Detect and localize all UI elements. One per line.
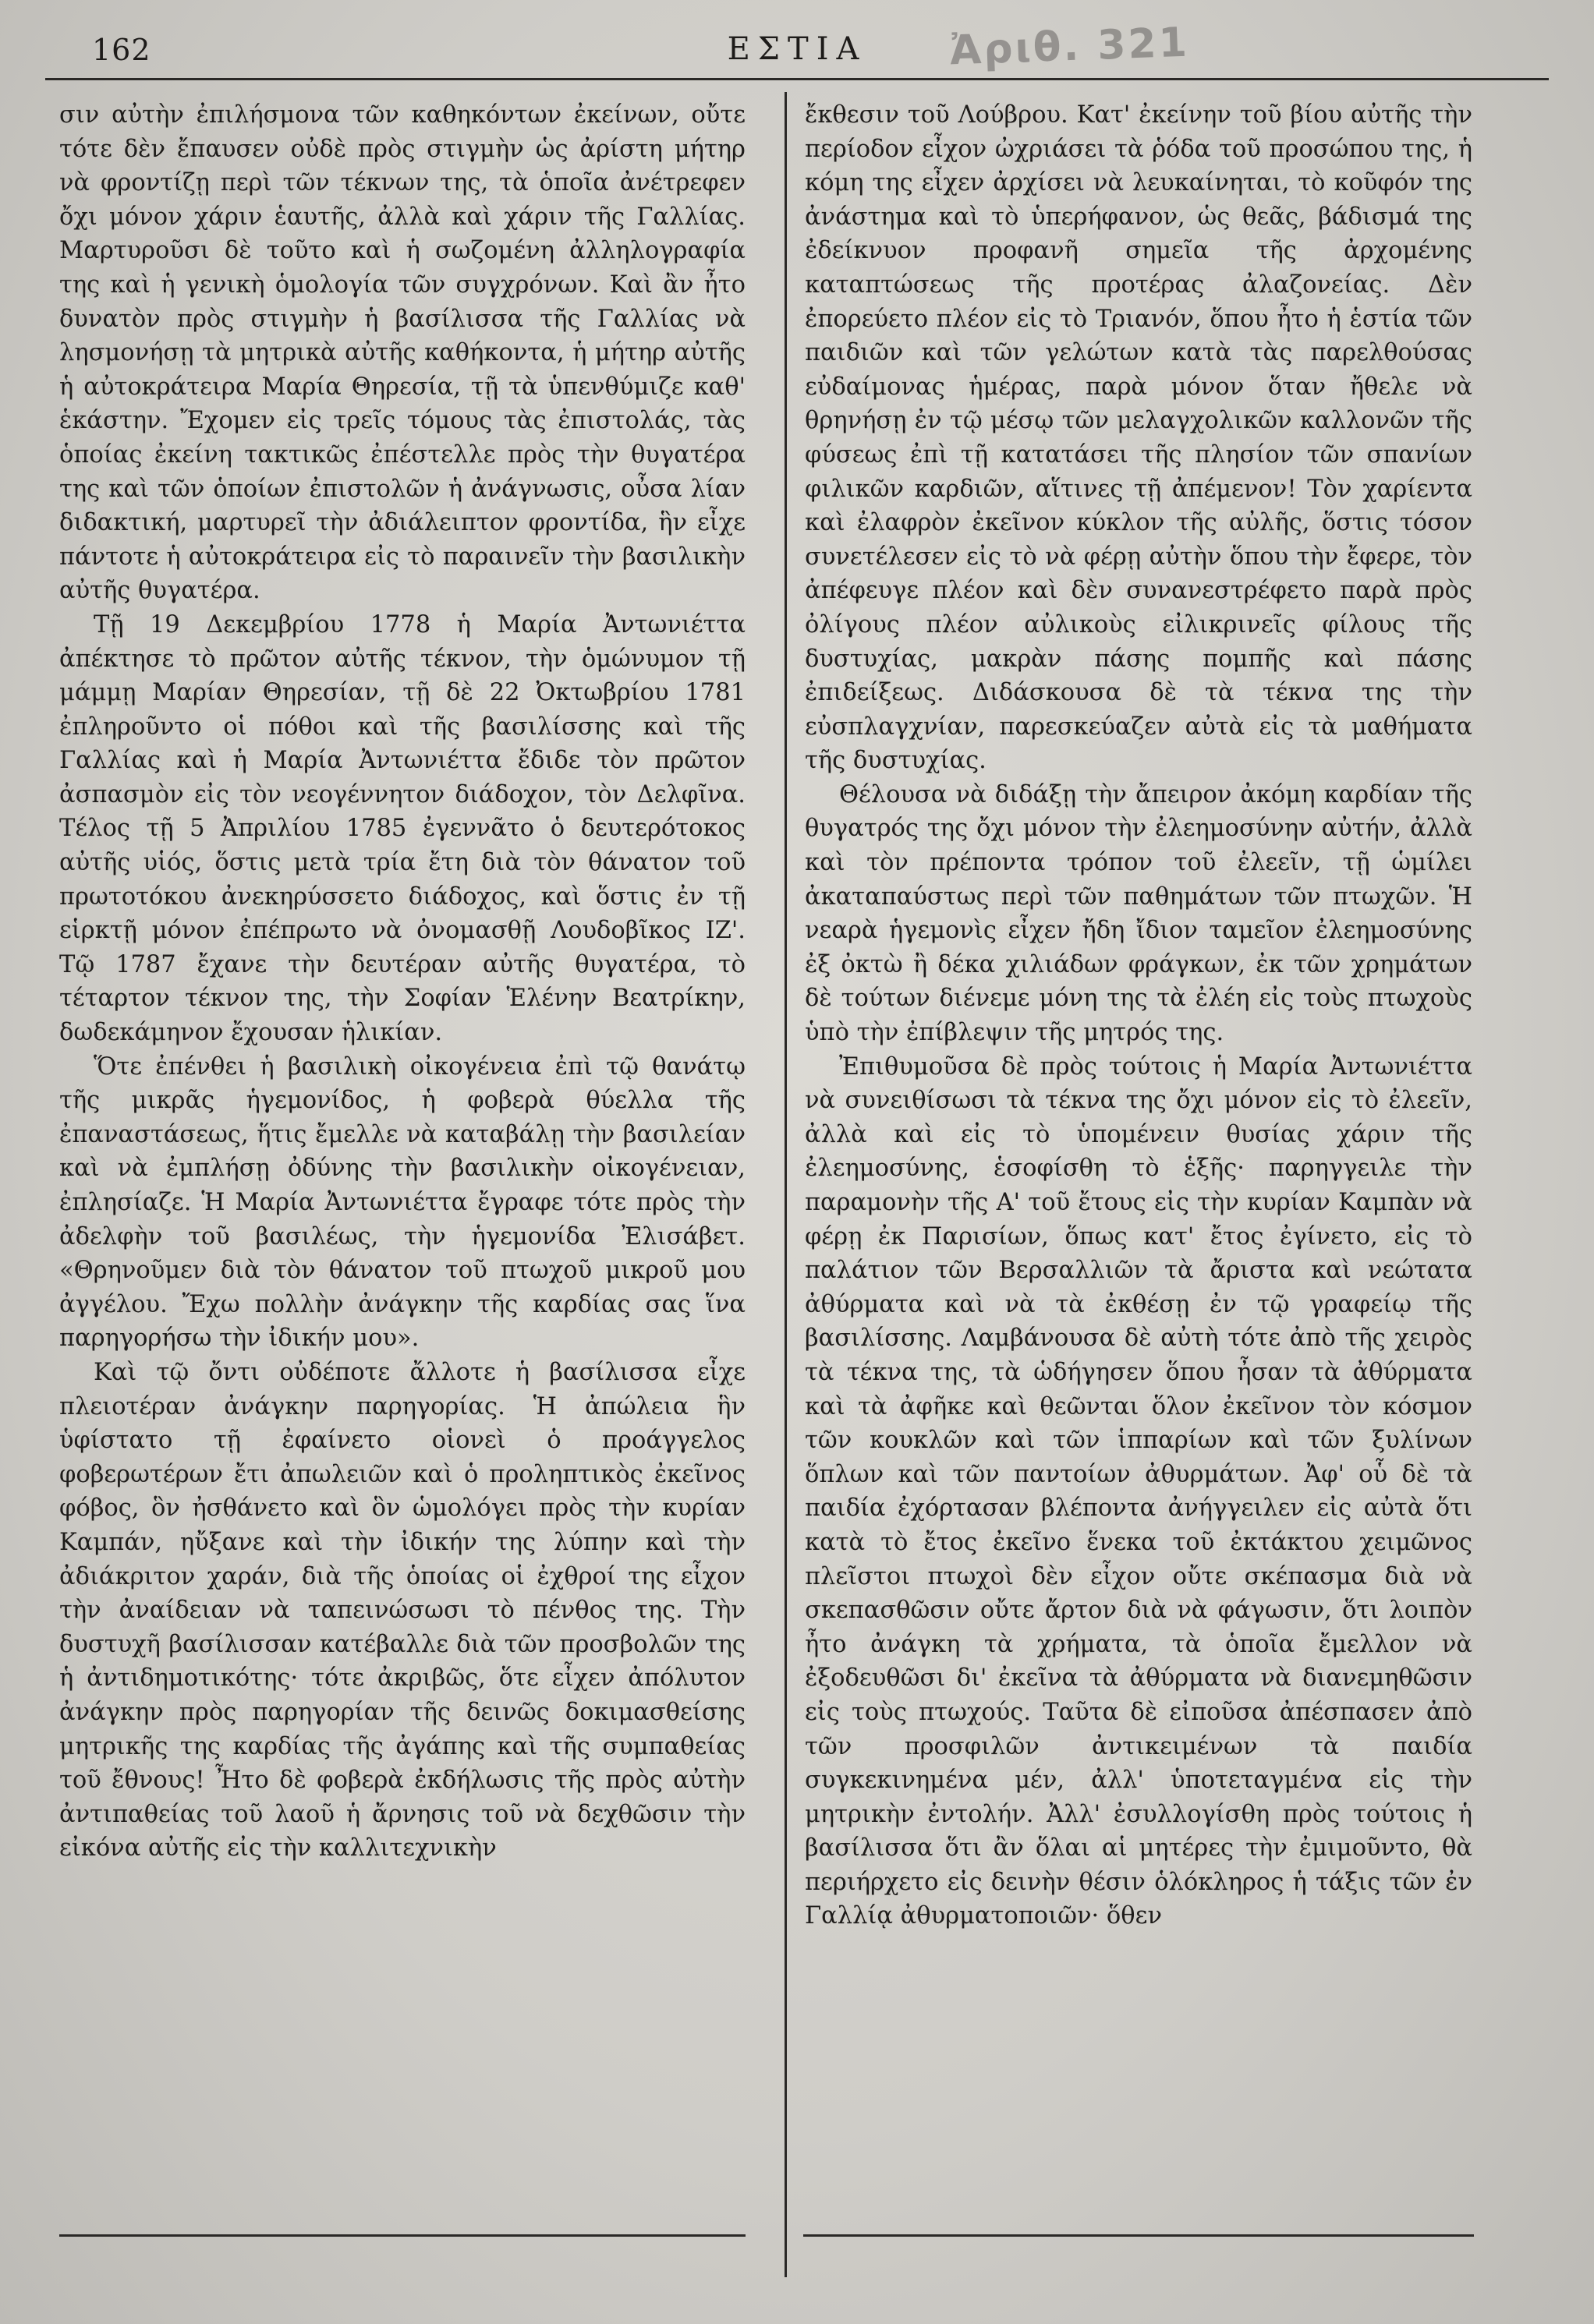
paragraph: Καὶ τῷ ὄντι οὐδέποτε ἄλλοτε ἡ βασίλισσα εἶχε πλειοτέραν ἀνάγκην παρηγορίας. Ἡ ἀπώλεια ἣν ὑφίστατο τῇ ἐφαίνετο οἱονεὶ ὁ προάγγελος φοβερωτέρων ἔτι ἀπωλειῶν καὶ ὁ προληπτικὸς ἐκεῖνος φόβος, ὃν ἠσθάνετο καὶ ὃν ὡμολόγει πρὸς τὴν κυρίαν Καμπάν, ηὔξανε καὶ τὴν ἰδικήν της λύπην καὶ τὴν ἀδιάκριτον χαράν, διὰ τῆς ὁποίας οἱ ἐχθροί της εἶχον τὴν ἀναίδειαν νὰ ταπεινώσωσι τὸ πένθος της. Τὴν δυστυχῆ βασίλισσαν κατέβαλλε διὰ τῶν προσβολῶν της ἡ ἀντιδημοτικότης· τότε ἀκριβῶς, ὅτε εἶχεν ἀπόλυτον ἀνάγκην πρὸς παρηγορίαν τῆς δεινῶς δοκιμασθείσης μητρικῆς της καρδίας τῆς ἀγάπης καὶ τῆς συμπαθείας τοῦ ἔθνους! Ἦτο δὲ φοβερὰ ἐκδήλωσις τῆς πρὸς αὐτὴν ἀντιπαθείας τοῦ λαοῦ ἡ ἄρνησις τοῦ νὰ δεχθῶσιν τὴν εἰκόνα αὐτῆς εἰς τὴν καλλιτεχνικὴν (59, 1358, 746, 1862)
paragraph: ἔκθεσιν τοῦ Λούβρου. Κατ' ἐκείνην τοῦ βίου αὐτῆς τὴν περίοδον εἶχον ὠχριάσει τὰ ῥόδα τοῦ προσώπου της, ἡ κόμη της εἶχεν ἀρχίσει νὰ λευκαίνηται, τὸ κοῦφόν της ἀνάστημα καὶ τὸ ὑπερήφανον, ὡς θεᾶς, βάδισμά της ἐδείκνυον προφανῆ σημεῖα τῆς ἀρχομένης καταπτώσεως τῆς προτέρας ἀλαζονείας. Δὲν ἐπορεύετο πλέον εἰς τὸ Τριανόν, ὅπου ἦτο ἡ ἑστία τῶν παιδιῶν καὶ τῶν γελώτων κατὰ τὰς παρελθούσας εὐδαίμονας ἡμέρας, παρὰ μόνον ὅταν ἤθελε νὰ θρηνήσῃ ἐν τῷ μέσῳ τῶν μελαγχολικῶν καλλονῶν τῆς φύσεως ἐπὶ τῇ κατατάσει τῆς πλησίον τῶν σπανίων φιλικῶν καρδιῶν, αἵτινες τῇ ἀπέμενον! Τὸν χαρίεντα καὶ ἐλαφρὸν ἐκεῖνον κύκλον τῆς αὐλῆς, ὅστις τόσον συνετέλεσεν εἰς τὸ νὰ φέρῃ αὐτὴν ὅπου τὴν ἔφερε, τὸν ἀπέφευγε πλέον καὶ δὲν συνανεστρέφετο παρὰ πρὸς ὀλίγους πλέον αὐλικοὺς εἰλικρινεῖς φίλους τῆς δυστυχίας, μακρὰν πάσης πομπῆς καὶ πάσης ἐπιδείξεως. Διδάσκουσα δὲ τὰ τέκνα της τὴν εὐσπλαγχνίαν, παρεσκεύαζεν αὐτὰ εἰς τὰ μαθήματα τῆς δυστυχίας. (805, 101, 1472, 775)
running-title: ΕΣΤΙΑ (727, 31, 867, 67)
bottom-rule-left (59, 2234, 746, 2237)
issue-stamp: Ἀριθ. 321 (949, 19, 1190, 75)
paragraph: Ὅτε ἐπένθει ἡ βασιλικὴ οἰκογένεια ἐπὶ τῷ θανάτῳ τῆς μικρᾶς ἡγεμονίδος, ἡ φοβερὰ θύελλα τῆς ἐπαναστάσεως, ἥτις ἔμελλε νὰ καταβάλῃ τὴν βασιλείαν καὶ νὰ ἐμπλήσῃ ὀδύνης τὴν βασιλικὴν οἰκογένειαν, ἐπλησίαζε. Ἡ Μαρία Ἀντωνιέττα ἔγραφε τότε πρὸς τὴν ἀδελφὴν τοῦ βασιλέως, τὴν ἡγεμονίδα Ἐλισάβετ. «Θρηνοῦμεν διὰ τὸν θάνατον τοῦ πτωχοῦ μικροῦ μου ἀγγέλου. Ἔχω πολλὴν ἀνάγκην τῆς καρδίας σας ἵνα παρηγορήσω τὴν ἰδικήν μου». (59, 1052, 746, 1353)
paragraph: Τῇ 19 Δεκεμβρίου 1778 ἡ Μαρία Ἀντωνιέττα ἀπέκτησε τὸ πρῶτον αὐτῆς τέκνον, τὴν ὁμώνυμον τῇ μάμμῃ Μαρίαν Θηρεσίαν, τῇ δὲ 22 Ὀκτωβρίου 1781 ἐπληροῦντο οἱ πόθοι καὶ τῆς βασιλίσσης καὶ τῆς Γαλλίας καὶ ἡ Μαρία Ἀντωνιέττα ἔδιδε τὸν πρῶτον ἀσπασμὸν εἰς τὸν νεογέννητον διάδοχον, τὸν Δελφῖνα. Τέλος τῇ 5 Ἀπριλίου 1785 ἐγεννᾶτο ὁ δευτερότοκος αὐτῆς υἱός, ὅστις μετὰ τρία ἔτη διὰ τὸν θάνατον τοῦ πρωτοτόκου ἀνεκηρύσσετο διάδοχος, καὶ ὅστις ἐν τῇ εἱρκτῇ μόνον ἐπέπρωτο νὰ ὀνομασθῇ Λουδοβῖκος ΙΖ'. Τῷ 1787 ἔχανε τὴν δευτέραν αὐτῆς θυγατέρα, τὸ τέταρτον τέκνον της, τὴν Σοφίαν Ἑλένην Βεατρίκην, δωδεκάμηνον ἔχουσαν ἡλικίαν. (59, 610, 746, 1047)
left-column (59, 98, 746, 2266)
page-header (45, 19, 1549, 80)
page-number: 162 (92, 33, 151, 67)
bottom-rule-right (803, 2234, 1474, 2237)
paragraph: Ἐπιθυμοῦσα δὲ πρὸς τούτοις ἡ Μαρία Ἀντωνιέττα νὰ συνειθίσωσι τὰ τέκνα της ὄχι μόνον εἰς τὸ ἐλεεῖν, ἀλλὰ καὶ εἰς τὸ ὑπομένειν θυσίας χάριν τῆς ἐλεημοσύνης, ἑσοφίσθη τὸ ἑξῆς· παρηγγειλε τὴν παραμονὴν τῆς Α' τοῦ ἔτους εἰς τὴν κυρίαν Καμπὰν νὰ φέρῃ ἐκ Παρισίων, ὅπως κατ' ἔτος ἐγίνετο, εἰς τὸ παλάτιον τῶν Βερσαλλιῶν τὰ ἄριστα καὶ νεώτατα ἀθύρματα καὶ νὰ τὰ ἐκθέσῃ ἐν τῷ γραφείῳ τῆς βασιλίσσης. Λαμβάνουσα δὲ αὐτὴ τότε ἀπὸ τῆς χειρὸς τὰ τέκνα της, τὰ ὡδήγησεν ὅπου ἦσαν τὰ ἀθύρματα καὶ τὰ ἀφῆκε καὶ θεῶνται ὅλον ἐκεῖνον τὸν κόσμον τῶν κουκλῶν καὶ τῶν ἱππαρίων καὶ τῶν ξυλίνων ὅπλων καὶ τῶν παντοίων ἀθυρμάτων. Ἀφ' οὗ δὲ τὰ παιδία ἐχόρτασαν βλέποντα ἀνήγγειλεν εἰς αὐτὰ ὅτι κατὰ τὸ ἔτος ἐκεῖνο ἕνεκα τοῦ ἐκτάκτου χειμῶνος πλεῖστοι πτωχοὶ δὲν εἶχον οὔτε σκέπασμα διὰ νὰ σκεπασθῶσιν οὔτε ἄρτον διὰ νὰ φάγωσιν, ὅτι λοιπὸν ἦτο ἀνάγκη τὰ χρήματα, τὰ ὁποῖα ἔμελλον νὰ ἐξοδευθῶσι δι' ἐκεῖνα τὰ ἀθύρματα νὰ διανεμηθῶσιν εἰς τοὺς πτωχούς. Ταῦτα δὲ εἰποῦσα ἀπέσπασεν ἀπὸ τῶν προσφιλῶν ἀντικειμένων τὰ παιδία συγκεκινημένα μέν, ἀλλ' ὑποτεταγμένα εἰς τὴν μητρικὴν ἐντολήν. Ἀλλ' ἐσυλλογίσθη πρὸς τούτοις ἡ βασίλισσα ὅτι ἂν ὅλαι αἱ μητέρες τὴν ἐμιμοῦντο, θὰ περιήρχετο εἰς δεινὴν θέσιν ὁλόκληρος ἡ τάξις τῶν ἐν Γαλλίᾳ ἀθυρματοποιῶν· ὅθεν (805, 1052, 1472, 1930)
right-column (786, 98, 1472, 2266)
paragraph: Θέλουσα νὰ διδάξῃ τὴν ἄπειρον ἀκόμη καρδίαν τῆς θυγατρός της ὄχι μόνον τὴν ἐλεημοσύνην αὐτήν, ἀλλὰ καὶ τὸν πρέποντα τρόπον τοῦ ἐλεεῖν, τῇ ὡμίλει ἀκαταπαύστως περὶ τῶν παθημάτων τῶν πτωχῶν. Ἡ νεαρὰ ἡγεμονὶς εἶχεν ἤδη ἴδιον ταμεῖον ἐλεημοσύνης ἐξ ὀκτὼ ἢ δέκα χιλιάδων φράγκων, ἐκ τῶν χρημάτων δὲ τούτων διένεμε μόνη της τὰ ἐλέη εἰς τοὺς πτωχοὺς ὑπὸ τὴν ἐπίβλεψιν τῆς μητρός της. (805, 780, 1472, 1047)
paragraph: σιν αὐτὴν ἐπιλήσμονα τῶν καθηκόντων ἐκείνων, οὔτε τότε δὲν ἔπαυσεν οὐδὲ πρὸς στιγμὴν ὡς ἀρίστη μήτηρ νὰ φροντίζῃ περὶ τῶν τέκνων της, τὰ ὁποῖα ἀνέτρεφεν ὄχι μόνον χάριν ἑαυτῆς, ἀλλὰ καὶ χάριν τῆς Γαλλίας. Μαρτυροῦσι δὲ τοῦτο καὶ ἡ σωζομένη ἀλληλογραφία της καὶ ἡ γενικὴ ὁμολογία τῶν συγχρόνων. Καὶ ἂν ἦτο δυνατὸν πρὸς στιγμὴν ἡ βασίλισσα τῆς Γαλλίας νὰ λησμονήσῃ τὰ μητρικὰ αὐτῆς καθήκοντα, ἡ μήτηρ αὐτῆς ἡ αὐτοκράτειρα Μαρία Θηρεσία, τῇ τὰ ὑπενθύμιζε καθ' ἑκάστην. Ἔχομεν εἰς τρεῖς τόμους τὰς ἐπιστολάς, τὰς ὁποίας ἐκείνη τακτικῶς ἐπέστελλε πρὸς τὴν θυγατέρα της καὶ τῶν ὁποίων ἐπιστολῶν ἡ ἀνάγνωσις, οὖσα λίαν διδακτική, μαρτυρεῖ τὴν ἀδιάλειπτον φροντίδα, ἣν εἶχε πάντοτε ἡ αὐτοκράτειρα εἰς τὸ παραινεῖν τὴν βασιλικὴν αὐτῆς θυγατέρα. (59, 101, 746, 605)
